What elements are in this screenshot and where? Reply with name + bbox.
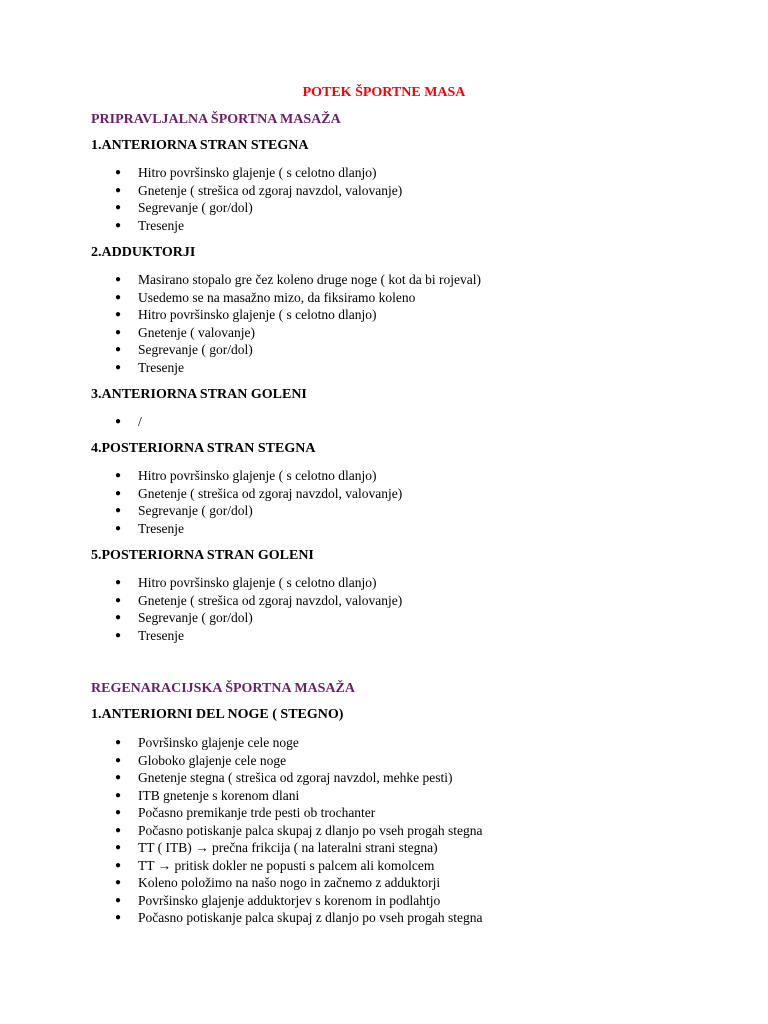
bullet-icon: ● bbox=[115, 167, 122, 178]
bullet-list bbox=[0, 734, 483, 927]
group-heading-posteriorna-stran-goleni: 5.POSTERIORNA STRAN GOLENI bbox=[91, 548, 314, 563]
list-item bbox=[0, 574, 402, 592]
bullet-icon: ● bbox=[115, 842, 122, 853]
list-item-text: Segrevanje ( gor/dol) bbox=[138, 503, 253, 518]
bullet-icon: ● bbox=[115, 361, 122, 373]
list-item-text: Segrevanje ( gor/dol) bbox=[138, 342, 253, 357]
list-item-text: Počasno premikanje trde pesti ob trochanter bbox=[138, 805, 376, 820]
list-item-text: Hitro površinsko glajenje ( s celotno dlanjo) bbox=[138, 468, 377, 483]
bullet-icon: ● bbox=[115, 824, 122, 836]
bullet-icon: ● bbox=[115, 877, 122, 888]
list-item-text: Segrevanje ( gor/dol) bbox=[138, 610, 253, 625]
bullet-icon: ● bbox=[115, 612, 122, 623]
list-item bbox=[0, 324, 481, 342]
list-item-text: Gnetenje ( valovanje) bbox=[138, 324, 255, 340]
list-item-text: Gnetenje stegna ( strešica od zgoraj navzdol, mehke pesti) bbox=[138, 770, 453, 785]
list-item bbox=[0, 752, 483, 770]
list-item-text: Tresenje bbox=[138, 359, 184, 375]
list-item bbox=[0, 909, 483, 927]
list-item-text: Hitro površinsko glajenje ( s celotno dlanjo) bbox=[138, 307, 377, 322]
list-item-text: Počasno potiskanje palca skupaj z dlanjo po vseh progah stegna bbox=[138, 910, 483, 925]
bullet-icon: ● bbox=[115, 309, 122, 320]
list-item bbox=[0, 520, 402, 538]
list-item-text: / bbox=[138, 414, 142, 429]
group-heading-anteriorni-del-noge: 1.ANTERIORNI DEL NOGE ( STEGNO) bbox=[91, 707, 344, 722]
bullet-icon: ● bbox=[115, 737, 122, 748]
list-item bbox=[0, 413, 142, 431]
bullet-icon: ● bbox=[115, 487, 122, 499]
bullet-icon: ● bbox=[115, 754, 122, 766]
list-item bbox=[0, 804, 483, 822]
bullet-icon: ● bbox=[115, 522, 122, 534]
bullet-icon: ● bbox=[115, 807, 122, 818]
list-item-text: Gnetenje ( strešica od zgoraj navzdol, valovanje) bbox=[138, 182, 403, 198]
group-heading-adduktorji: 2.ADDUKTORJI bbox=[91, 245, 196, 260]
page-title: POTEK ŠPORTNE MASA bbox=[302, 85, 466, 100]
bullet-list bbox=[0, 164, 402, 234]
list-item bbox=[0, 627, 402, 645]
list-item bbox=[0, 164, 402, 182]
bullet-icon: ● bbox=[115, 291, 122, 303]
group-heading-anteriorna-stran-stegna: 1.ANTERIORNA STRAN STEGNA bbox=[91, 138, 309, 153]
list-item-text: Masirano stopalo gre čez koleno druge noge ( kot da bi rojeval) bbox=[138, 272, 482, 287]
bullet-list bbox=[0, 467, 402, 537]
list-item-text: Počasno potiskanje palca skupaj z dlanjo po vseh progah stegna bbox=[138, 822, 483, 838]
list-item bbox=[0, 359, 481, 377]
list-item bbox=[0, 271, 481, 289]
list-item bbox=[0, 839, 483, 857]
list-item bbox=[0, 217, 402, 235]
list-item bbox=[0, 182, 402, 200]
list-item-text: Površinsko glajenje adduktorjev s korenom in podlahtjo bbox=[138, 892, 441, 908]
bullet-icon: ● bbox=[115, 344, 122, 355]
list-item-text: Usedemo se na masažno mizo, da fiksiramo koleno bbox=[138, 289, 416, 305]
list-item bbox=[0, 592, 402, 610]
bullet-icon: ● bbox=[115, 470, 122, 481]
bullet-icon: ● bbox=[115, 326, 122, 338]
bullet-icon: ● bbox=[115, 505, 122, 516]
list-item-text: TT ( ITB) → prečna frikcija ( na lateralni strani stegna) bbox=[138, 840, 438, 855]
group-heading-posteriorna-stran-stegna: 4.POSTERIORNA STRAN STEGNA bbox=[91, 441, 316, 456]
bullet-icon: ● bbox=[115, 184, 122, 196]
bullet-icon: ● bbox=[115, 274, 122, 285]
list-item bbox=[0, 892, 483, 910]
list-item-text: TT → pritisk dokler ne popusti s palcem ali komolcem bbox=[138, 857, 435, 873]
bullet-icon: ● bbox=[115, 629, 122, 641]
list-item bbox=[0, 502, 402, 520]
bullet-icon: ● bbox=[115, 577, 122, 588]
bullet-icon: ● bbox=[115, 772, 122, 783]
list-item bbox=[0, 199, 402, 217]
list-item-text: Segrevanje ( gor/dol) bbox=[138, 200, 253, 215]
section-heading-pripravljalna: PRIPRAVLJALNA ŠPORTNA MASAŽA bbox=[91, 112, 341, 127]
list-item-text: Površinsko glajenje cele noge bbox=[138, 735, 299, 750]
bullet-icon: ● bbox=[115, 894, 122, 906]
list-item-text: Tresenje bbox=[138, 627, 184, 643]
list-item bbox=[0, 822, 483, 840]
bullet-list bbox=[0, 271, 481, 376]
list-item-text: Gnetenje ( strešica od zgoraj navzdol, valovanje) bbox=[138, 592, 403, 608]
bullet-icon: ● bbox=[115, 859, 122, 871]
list-item bbox=[0, 341, 481, 359]
bullet-icon: ● bbox=[115, 912, 122, 923]
list-item bbox=[0, 787, 483, 805]
bullet-icon: ● bbox=[115, 789, 122, 801]
list-item bbox=[0, 769, 483, 787]
bullet-icon: ● bbox=[115, 219, 122, 231]
section-heading-regeneracijska: REGENARACIJSKA ŠPORTNA MASAŽA bbox=[91, 681, 355, 696]
group-heading-anteriorna-stran-goleni: 3.ANTERIORNA STRAN GOLENI bbox=[91, 387, 307, 402]
list-item bbox=[0, 467, 402, 485]
list-item bbox=[0, 289, 481, 307]
list-item bbox=[0, 874, 483, 892]
list-item bbox=[0, 857, 483, 875]
list-item-text: Tresenje bbox=[138, 217, 184, 233]
list-item-text: ITB gnetenje s korenom dlani bbox=[138, 787, 300, 803]
bullet-list bbox=[0, 574, 402, 644]
bullet-icon: ● bbox=[115, 416, 122, 427]
list-item bbox=[0, 485, 402, 503]
list-item-text: Tresenje bbox=[138, 520, 184, 536]
bullet-icon: ● bbox=[115, 594, 122, 606]
list-item-text: Koleno položimo na našo nogo in začnemo z adduktorji bbox=[138, 875, 441, 890]
list-item-text: Hitro površinsko glajenje ( s celotno dlanjo) bbox=[138, 575, 377, 590]
list-item-text: Gnetenje ( strešica od zgoraj navzdol, valovanje) bbox=[138, 485, 403, 501]
list-item bbox=[0, 306, 481, 324]
bullet-list bbox=[0, 413, 142, 431]
list-item-text: Globoko glajenje cele noge bbox=[138, 752, 287, 768]
bullet-icon: ● bbox=[115, 202, 122, 213]
list-item-text: Hitro površinsko glajenje ( s celotno dlanjo) bbox=[138, 165, 377, 180]
list-item bbox=[0, 734, 483, 752]
list-item bbox=[0, 609, 402, 627]
